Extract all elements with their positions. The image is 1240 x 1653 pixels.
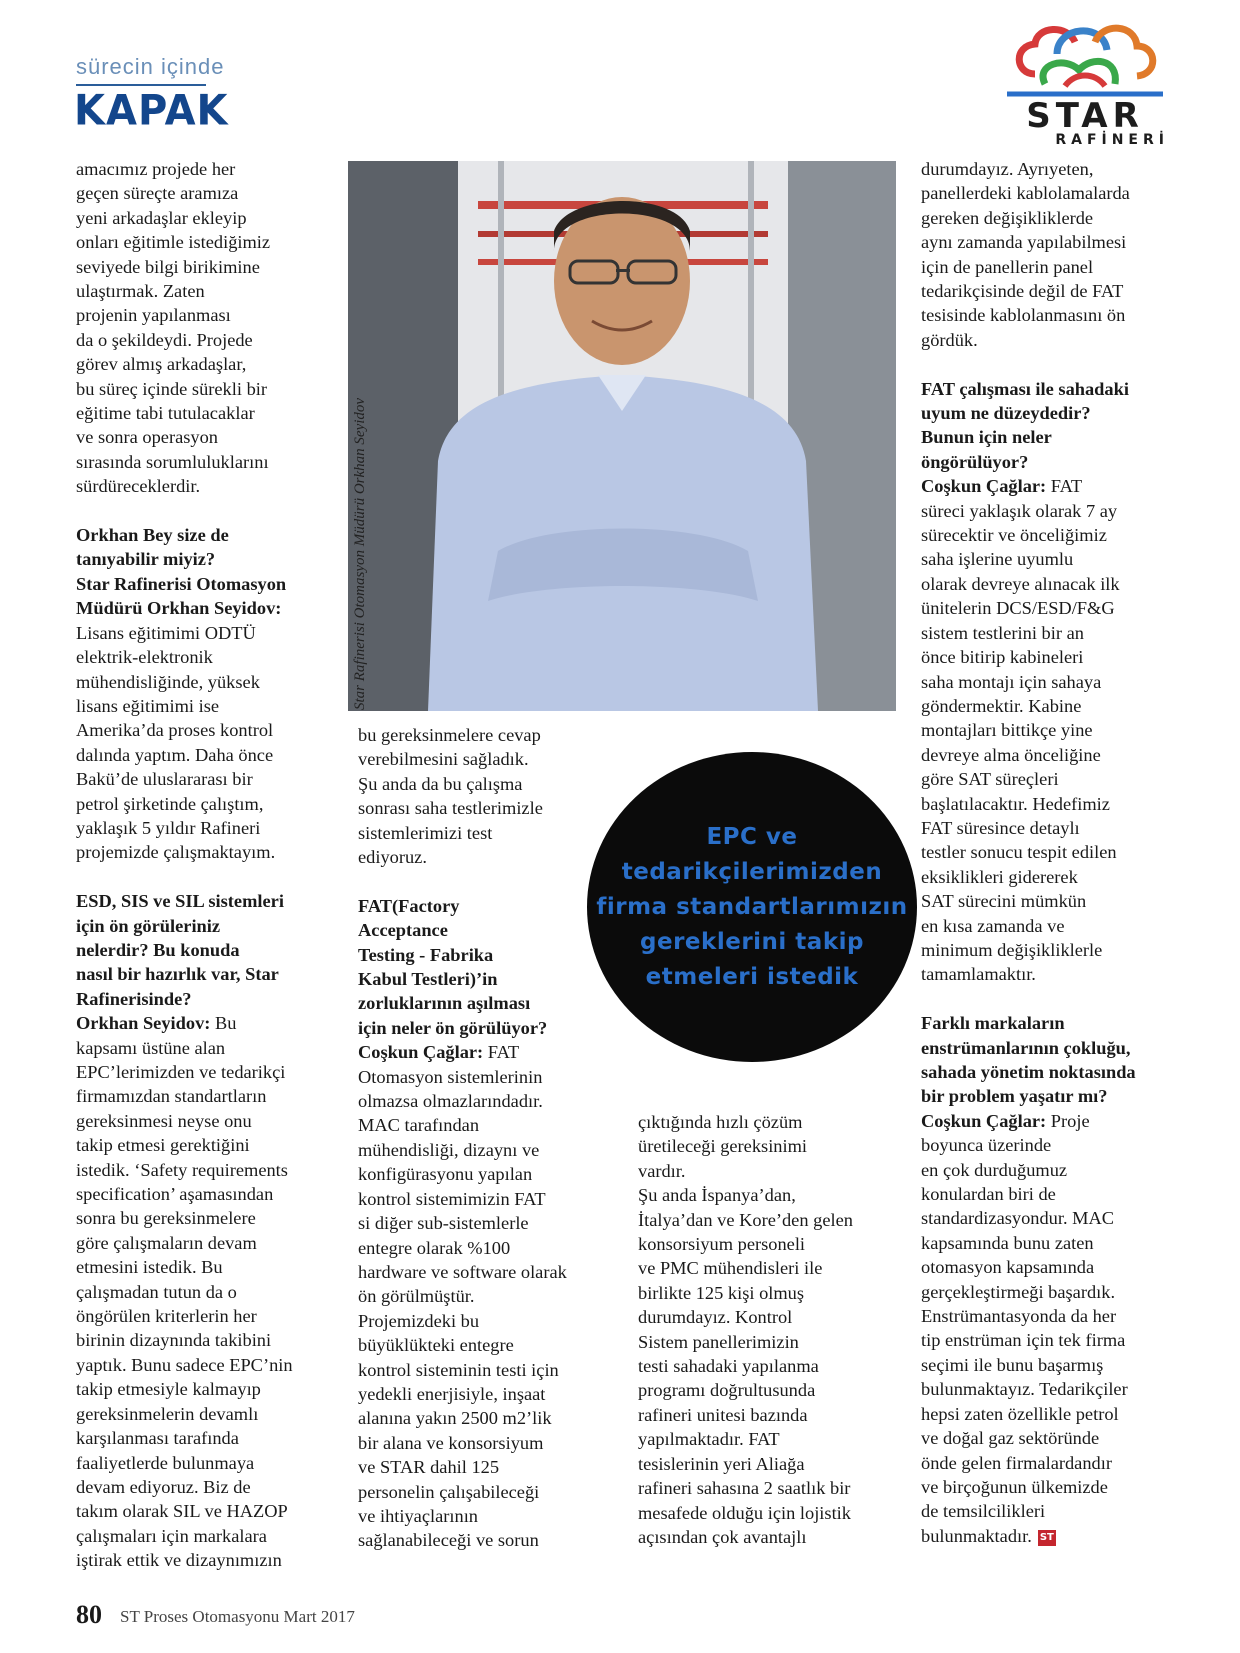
- answer: Coşkun Çağlar: Proje boyunca üzerinde en çok durduğumuz konulardan biri de standardizasyondur. MAC kapsamında bunu zaten otomasyon kapsamında gerçekleştirmeği başardık. Enstrümantasyonda da her tip enstrüman için tek firma seçimi ile bunu başarmış bulunmaktayız. Tedarikçiler hepsi zaten özellikle petrol ve doğal gaz sektöründe önde gelen firmalardandır ve birçoğunun ülkemizde de temsilcilikleri bulunmaktadır. ST: [921, 1110, 1128, 1546]
- question: Farklı markaların enstrümanlarının çokluğu, sahada yönetim noktasında bir problem yaşatır mı?: [921, 1013, 1136, 1107]
- answer: Coşkun Çağlar: FAT süreci yaklaşık olarak 7 ay sürecektir ve önceliğimiz saha işlerine uyumlu olarak devreye alınacak ilk ünitelerin DCS/ESD/F&G sistem testlerini bir an önce bitirip kabineleri saha montajı için sahaya göndermektir. Kabine montajları bittikçe yine devreye alma önceliğine göre SAT süreçleri başlatılacaktır. Hedefimiz FAT süresince detaylı testler sonucu tespit edilen eksiklikleri gidererek SAT sürecini mümkün en kısa zamanda ve minimum değişikliklerle tamamlamaktır.: [921, 476, 1120, 985]
- speaker: Star Rafinerisi Otomasyon Müdürü Orkhan Seyidov:: [76, 573, 287, 619]
- logo-subtitle: RAFİNERİ: [1055, 132, 1169, 148]
- article-column-2: [358, 723, 620, 1577]
- pull-quote: [587, 752, 917, 1062]
- section-label: sürecin içinde: [76, 54, 225, 79]
- answer: Orkhan Seyidov: Bu kapsamı üstüne alan EPC’lerimizden ve tedarikçi firmamızdan standartların gereksinmesi neyse onu takip etmesi gerektiğini istedik. ‘Safety requirements specification’ aşamasından sonra bu gereksinmelere göre çalışmaların devam etmesini istedik. Bu çalışmadan tutun da o öngörülen kriterlerin her birinin dizaynında takibini yaptık. Bunu sadece EPC’nin takip etmesiyle kalmayıp gereksinmelerin devamlı karşılanması tarafında faaliyetlerde bulunmaya devam ediyoruz. Biz de takım olarak SIL ve HAZOP çalışmaları için markalara iştirak ettik ve dizaynımızın: [76, 1013, 293, 1571]
- article-column-1: [76, 157, 338, 1597]
- article-column-4: [921, 157, 1183, 1573]
- star-rafineri-logo: [995, 14, 1175, 150]
- logo-name: STAR: [1026, 96, 1144, 136]
- speaker: Coşkun Çağlar:: [921, 1110, 1047, 1131]
- answer: Coşkun Çağlar: FAT Otomasyon sistemlerinin olmazsa olmazlarındadır. MAC tarafından mühendisliği, dizaynı ve konfigürasyonu yapılan kontrol sistemimizin FAT si diğer sub-sistemlerle entegre olarak %100 hardware ve software olarak ön görülmüştür. Projemizdeki bu büyüklükteki entegre kontrol sisteminin testi için yedekli enerjisiyle, inşaat alanına yakın 2500 m2’lik bir alana ve konsorsiyum ve STAR dahil 125 personelin çalışabileceği ve ihtiyaçlarının sağlanabileceği ve sorun: [358, 1042, 567, 1551]
- publication-name: ST Proses Otomasyonu Mart 2017: [120, 1607, 355, 1626]
- page-number: 80: [76, 1600, 102, 1629]
- article-column-3: [638, 1110, 900, 1574]
- speaker: Orkhan Seyidov:: [76, 1013, 211, 1034]
- paragraph: çıktığında hızlı çözüm üretileceği gereksinimi vardır. Şu anda İspanya’dan, İtalya’dan ve Kore’den gelen konsorsiyum personeli ve PMC mühendisleri ile birlikte 125 kişi olmuş durumdayız. Kontrol Sistem panellerimizin testi sahadaki yapılanma programı doğrultusunda rafineri unitesi bazında yapılmaktadır. FAT tesislerinin yeri Aliağa rafineri sahasına 2 saatlık bir mesafede olduğu için lojistik açısından çok avantajlı: [638, 1112, 853, 1547]
- answer: Star Rafinerisi Otomasyon Müdürü Orkhan Seyidov: Lisans eğitimimi ODTÜ elektrik-elektronik mühendisliğinde, yüksek lisans eğitimimi ise Amerika’da proses kontrol dalında yaptım. Daha önce Bakü’de uluslararası bir petrol şirketinde çalıştım, yaklaşık 5 yıldır Rafineri projemizde çalışmaktayım.: [76, 573, 287, 863]
- section-title: KAPAK: [74, 86, 229, 136]
- portrait-illustration: [348, 161, 896, 711]
- section-rule: [76, 84, 206, 86]
- logo-emblem-icon: [995, 14, 1175, 104]
- pull-quote-text: EPC ve tedarikçilerimizden firma standartlarımızın gereklerini takip etmeleri istedik: [596, 823, 908, 990]
- paragraph: durumdayız. Ayrıyeten, panellerdeki kablolamalarda gereken değişikliklerde aynı zamanda yapılabilmesi için de panellerin panel tedarikçisinde değil de FAT tesisinde kablolanmasını ön gördük.: [921, 159, 1130, 350]
- paragraph: amacımız projede her geçen süreçte aramıza yeni arkadaşlar ekleyip onları eğitimle istediğimiz seviyede bilgi birikimine ulaştırmak. Zaten projenin yapılanması da o şekildeydi. Projede görev almış arkadaşlar, bu süreç içinde sürekli bir eğitime tabi tutulacaklar ve sonra operasyon sırasında sorumluluklarını sürdüreceklerdir.: [76, 159, 271, 497]
- question: FAT(Factory Acceptance Testing - Fabrika Kabul Testleri)’in zorluklarının aşılması için neler ön görülüyor?: [358, 895, 548, 1038]
- photo-caption: Star Rafinerisi Otomasyon Müdürü Orkhan Seyidov: [352, 397, 368, 710]
- question: FAT çalışması ile sahadaki uyum ne düzeydedir? Bunun için neler öngörülüyor?: [921, 378, 1129, 472]
- speaker: Coşkun Çağlar:: [358, 1042, 484, 1063]
- speaker: Coşkun Çağlar:: [921, 476, 1047, 497]
- end-mark-icon: ST: [1038, 1530, 1056, 1546]
- portrait-photo: [348, 161, 896, 711]
- paragraph: bu gereksinmelere cevap verebilmesini sağladık. Şu anda da bu çalışma sonrası saha testlerimizle sistemlerimizi test ediyoruz.: [358, 725, 543, 868]
- question: ESD, SIS ve SIL sistemleri için ön görüleriniz nelerdir? Bu konuda nasıl bir hazırlık var, Star Rafinerisinde?: [76, 891, 284, 1009]
- question: Orkhan Bey size de tanıyabilir miyiz?: [76, 525, 229, 570]
